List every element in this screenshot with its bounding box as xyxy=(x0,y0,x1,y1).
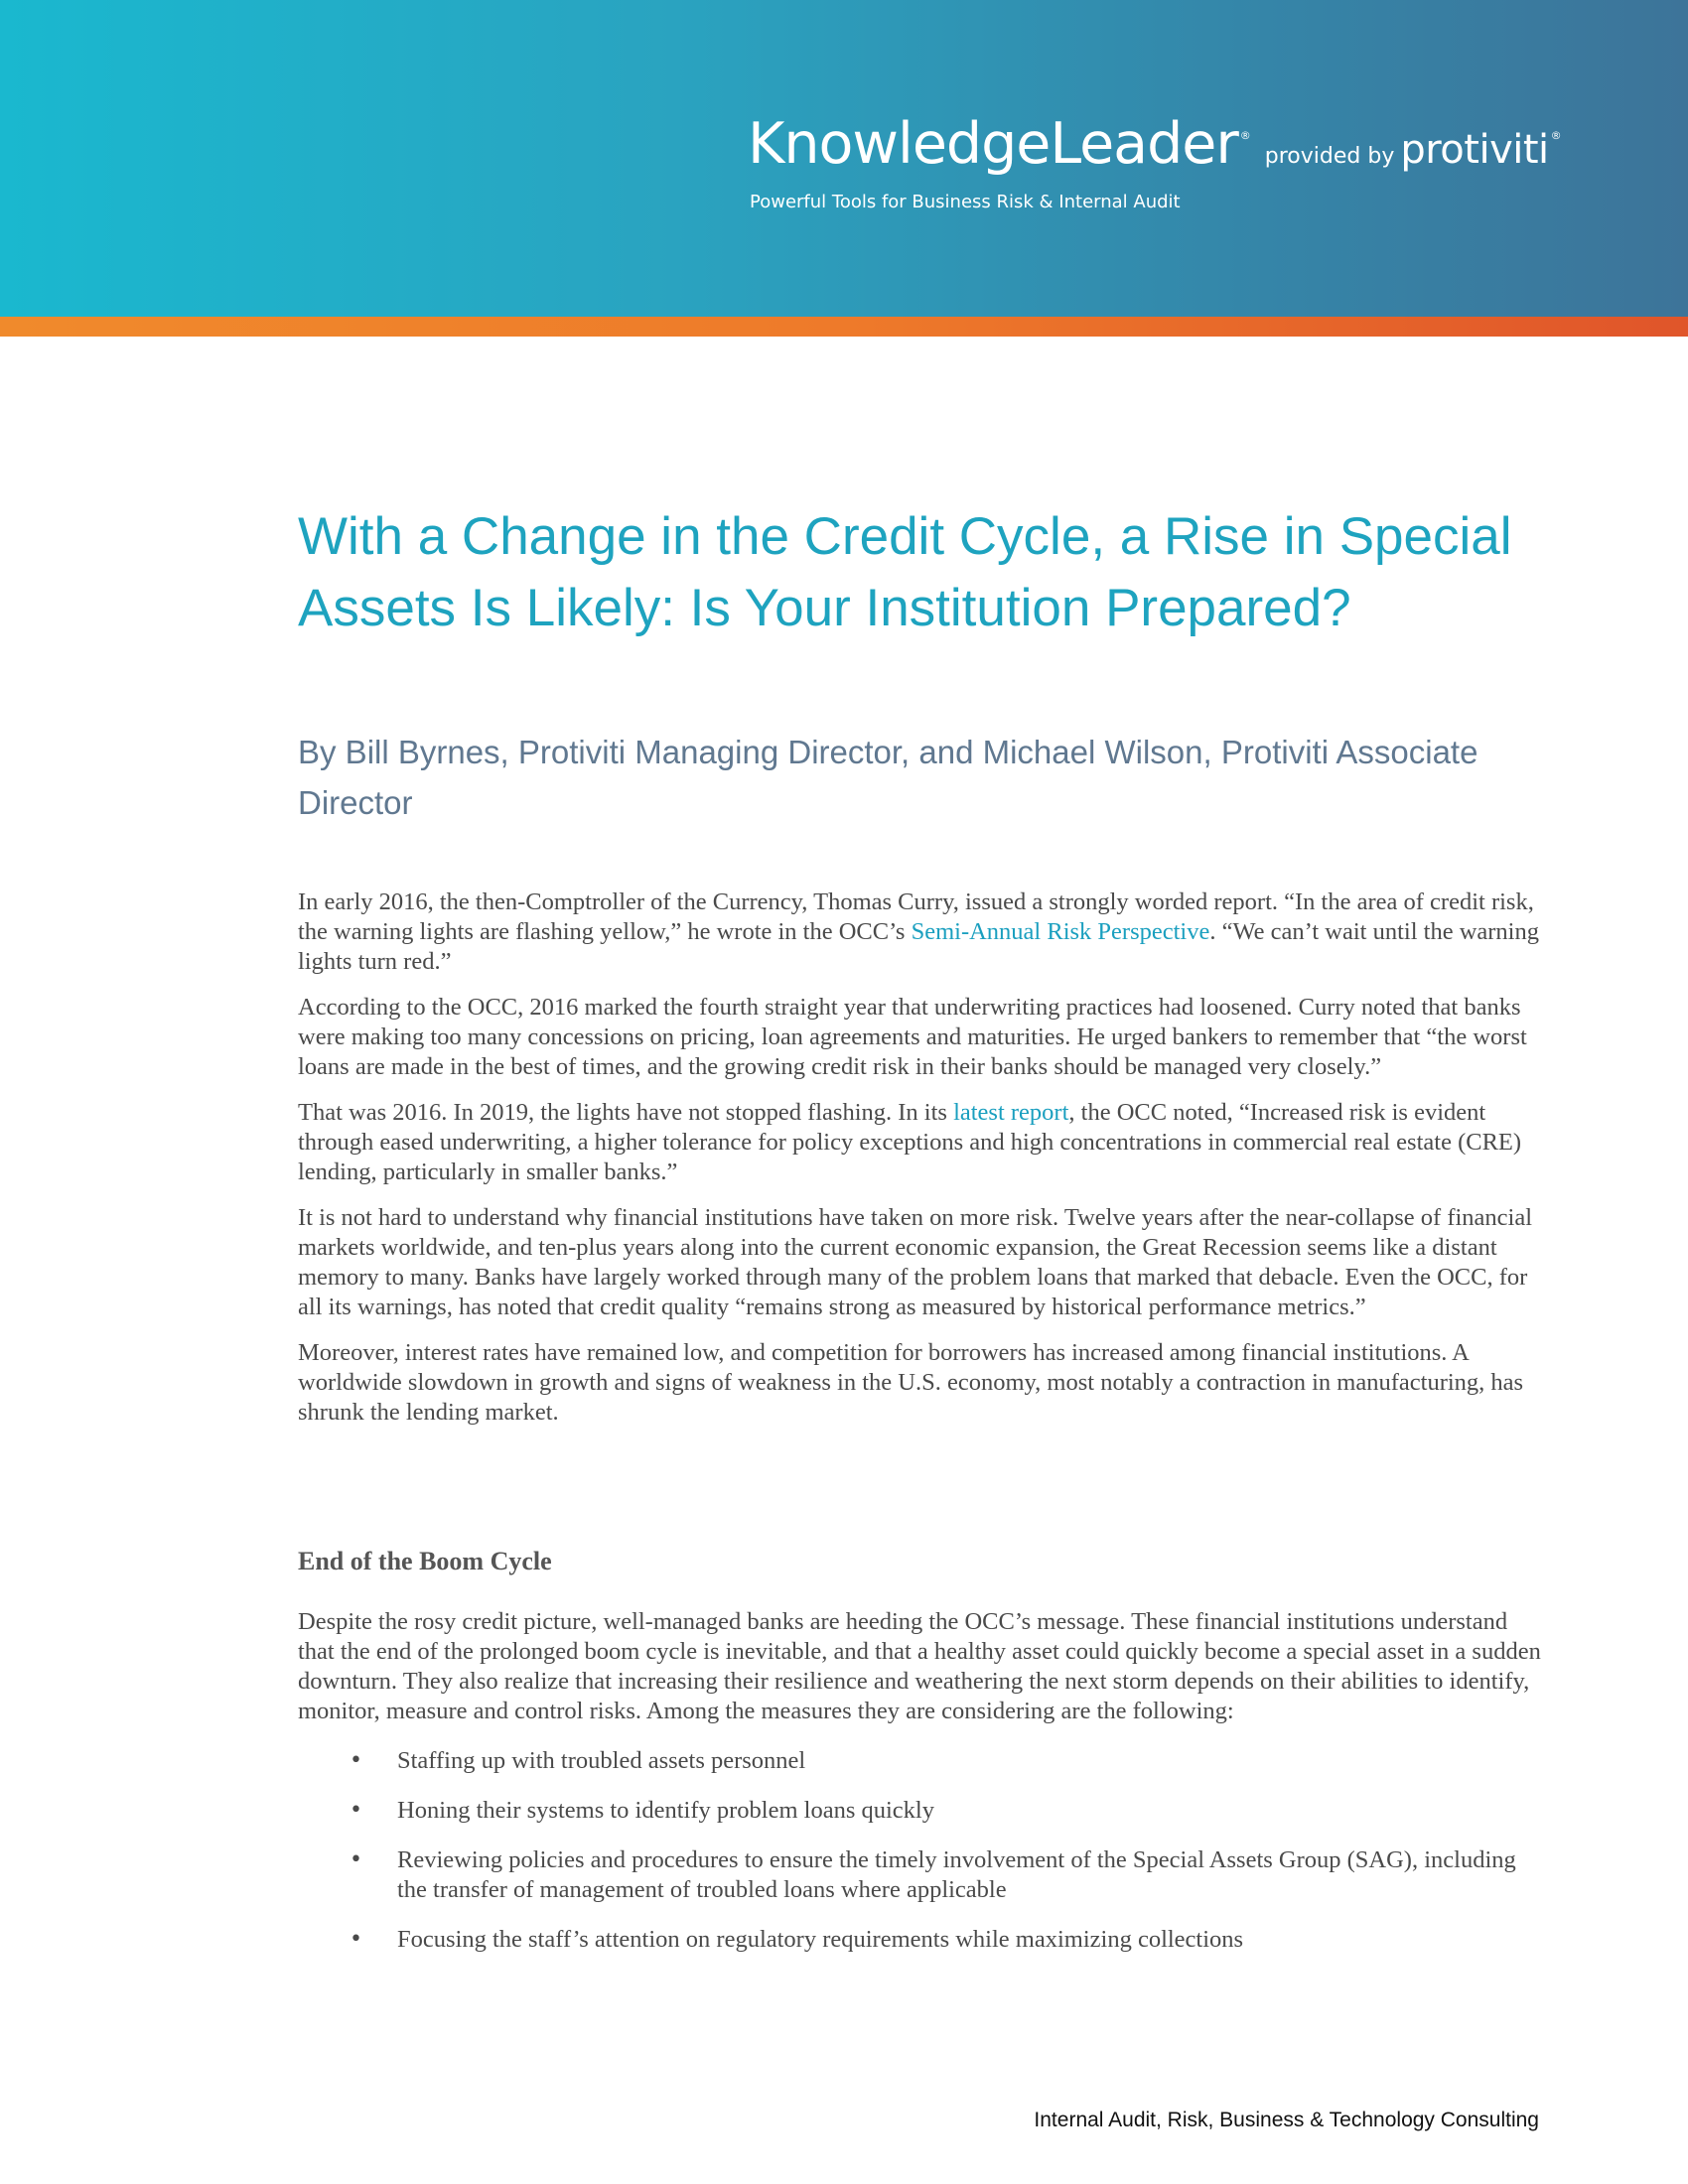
paragraph-1-text-b: . “We can’t wait until the warning lights turn red.” xyxy=(298,918,1539,975)
company-registered-mark: ® xyxy=(1550,129,1562,142)
list-item-text: Focusing the staff’s attention on regulatory requirements while maximizing collections xyxy=(397,1926,1244,1953)
bullet-icon: • xyxy=(350,1798,362,1823)
paragraph-4: It is not hard to understand why financial institutions have taken on more risk. Twelve years after the near-collapse of financial markets worldwide, and ten-plus years along into the current economic expansion, the Great Recession seems like a distant memory to many. Banks have largely worked through many of the problem loans that marked that debacle. Even the OCC, for all its warnings, has noted that credit quality “remains strong as measured by historical performance metrics.” xyxy=(298,1204,1533,1320)
brand-name: KnowledgeLeader xyxy=(748,111,1238,177)
list-item xyxy=(298,1925,1549,1955)
paragraph-3-text-b: , the OCC noted, “Increased risk is evident through eased underwriting, a higher tolerance for policy exceptions and high concentrations in commercial real estate (CRE) lending, particularly in smaller banks.” xyxy=(298,1099,1522,1185)
brand-logo xyxy=(748,111,1562,177)
bullet-icon: • xyxy=(350,1927,362,1952)
brand-tagline: Powerful Tools for Business Risk & Internal Audit xyxy=(750,192,1181,212)
list-item-text: Reviewing policies and procedures to ensure the timely involvement of the Special Assets Group (SAG), including the transfer of management of troubled loans where applicable xyxy=(397,1846,1516,1903)
article-body xyxy=(298,887,1549,1443)
bullet-icon: • xyxy=(350,1847,362,1872)
paragraph-2: According to the OCC, 2016 marked the fourth straight year that underwriting practices had loosened. Curry noted that banks were making too many concessions on pricing, loan agreements and maturities. He urged bankers to remember that “the worst loans are made in the best of times, and the growing credit risk in their banks should be managed very closely.” xyxy=(298,994,1527,1080)
list-item xyxy=(298,1845,1549,1905)
paragraph-5: Moreover, interest rates have remained low, and competition for borrowers has increased among financial institutions. A worldwide slowdown in growth and signs of weakness in the U.S. economy, most notably a contraction in manufacturing, has shrunk the lending market. xyxy=(298,1339,1524,1426)
page-footer: Internal Audit, Risk, Business & Technology Consulting xyxy=(1034,2109,1539,2131)
semi-annual-risk-perspective-link[interactable]: Semi-Annual Risk Perspective xyxy=(911,918,1210,945)
paragraph-3-text-a: That was 2016. In 2019, the lights have not stopped flashing. In its xyxy=(298,1099,954,1126)
list-item-text: Staffing up with troubled assets personnel xyxy=(397,1747,806,1774)
measures-list xyxy=(298,1746,1549,1955)
company-name: protiviti xyxy=(1400,127,1549,173)
list-item xyxy=(298,1796,1549,1826)
provided-by-label: provided by xyxy=(1264,144,1395,169)
paragraph-1-text-a: In early 2016, the then-Comptroller of the Currency, Thomas Curry, issued a strongly worded report. “In the area of credit risk, the warning lights are flashing yellow,” he wrote in the OCC’s xyxy=(298,888,1534,945)
brand-registered-mark: ® xyxy=(1239,129,1251,142)
section-body xyxy=(298,1607,1549,1975)
article-title: With a Change in the Credit Cycle, a Rise in Special Assets Is Likely: Is Your Institution Prepared? xyxy=(298,507,1512,637)
bullet-icon: • xyxy=(350,1748,362,1773)
section-heading: End of the Boom Cycle xyxy=(298,1547,552,1575)
header-accent-stripe xyxy=(0,317,1688,337)
latest-report-link[interactable]: latest report xyxy=(953,1099,1069,1126)
section-paragraph-1: Despite the rosy credit picture, well-managed banks are heeding the OCC’s message. These financial institutions understand that the end of the prolonged boom cycle is inevitable, and that a healthy asset could quickly become a special asset in a sudden downturn. They also realize that increasing their resilience and weathering the next storm depends on their abilities to identify, monitor, measure and control risks. Among the measures they are considering are the following: xyxy=(298,1608,1541,1724)
list-item xyxy=(298,1746,1549,1776)
paragraph-1 xyxy=(298,887,1549,977)
paragraph-3 xyxy=(298,1098,1549,1187)
list-item-text: Honing their systems to identify problem loans quickly xyxy=(397,1797,934,1824)
article-byline: By Bill Byrnes, Protiviti Managing Director, and Michael Wilson, Protiviti Associate Director xyxy=(298,734,1478,821)
